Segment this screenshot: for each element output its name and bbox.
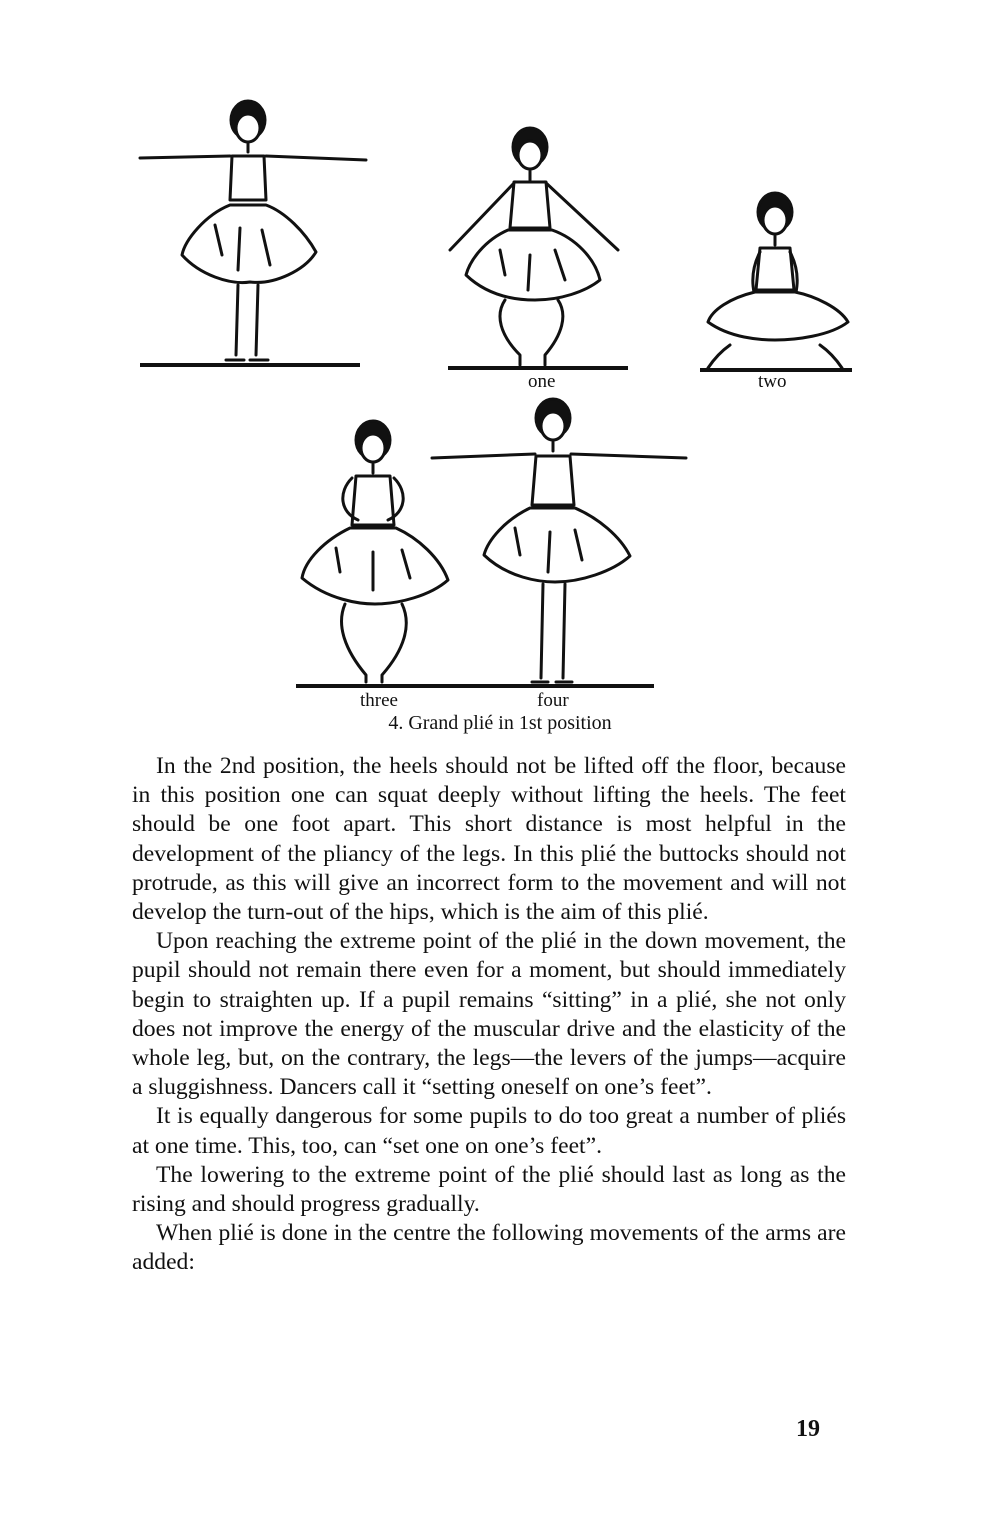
paragraph: When plié is done in the centre the following movements of the arms are added: bbox=[132, 1220, 846, 1276]
paragraph: The lowering to the extreme point of the plié should last as long as the rising and should progress gradually. bbox=[132, 1161, 846, 1218]
paragraph: In the 2nd position, the heels should not be lifted off the floor, because in this position one can squat deeply without lifting the heels. The feet should be one foot apart. This short distance is most helpful in the development of the pliancy of the legs. In this plié the buttocks should not protrude, as this will give an incorrect form to the movement and will not develop the turn-out of the hips, which is the aim of this plié. bbox=[132, 753, 846, 926]
figure-grand-plie bbox=[0, 0, 1000, 740]
dancer-one-figure bbox=[450, 128, 618, 365]
paragraph: It is equally dangerous for some pupils to do too great a number of pliés at one time. This, too, can “set one on one’s feet”. bbox=[132, 1103, 846, 1159]
figure-caption: 4. Grand plié in 1st position bbox=[388, 712, 612, 734]
dancer-two-figure bbox=[708, 193, 848, 368]
paragraph: Upon reaching the extreme point of the plié in the down movement, the pupil should not remain there even for a moment, but should immediately begin to straighten up. If a pupil remains “sitting” in a plié, she not only does not improve the energy of the muscular drive and the elasticity of the whole leg, but, on the contrary, the legs—the levers of the jumps—acquire a sluggishness. Dancers call it “setting oneself on one’s feet”. bbox=[132, 928, 846, 1101]
dancers-illustration bbox=[0, 0, 1000, 740]
label-one: one bbox=[528, 371, 556, 392]
page-number: 19 bbox=[796, 1416, 820, 1442]
dancer-four-figure bbox=[432, 399, 686, 682]
label-three: three bbox=[360, 690, 398, 711]
label-four: four bbox=[537, 690, 569, 711]
dancer-three-figure bbox=[302, 421, 448, 682]
body-text bbox=[132, 752, 846, 1278]
label-two: two bbox=[758, 371, 787, 392]
dancer-start-figure bbox=[140, 101, 366, 360]
